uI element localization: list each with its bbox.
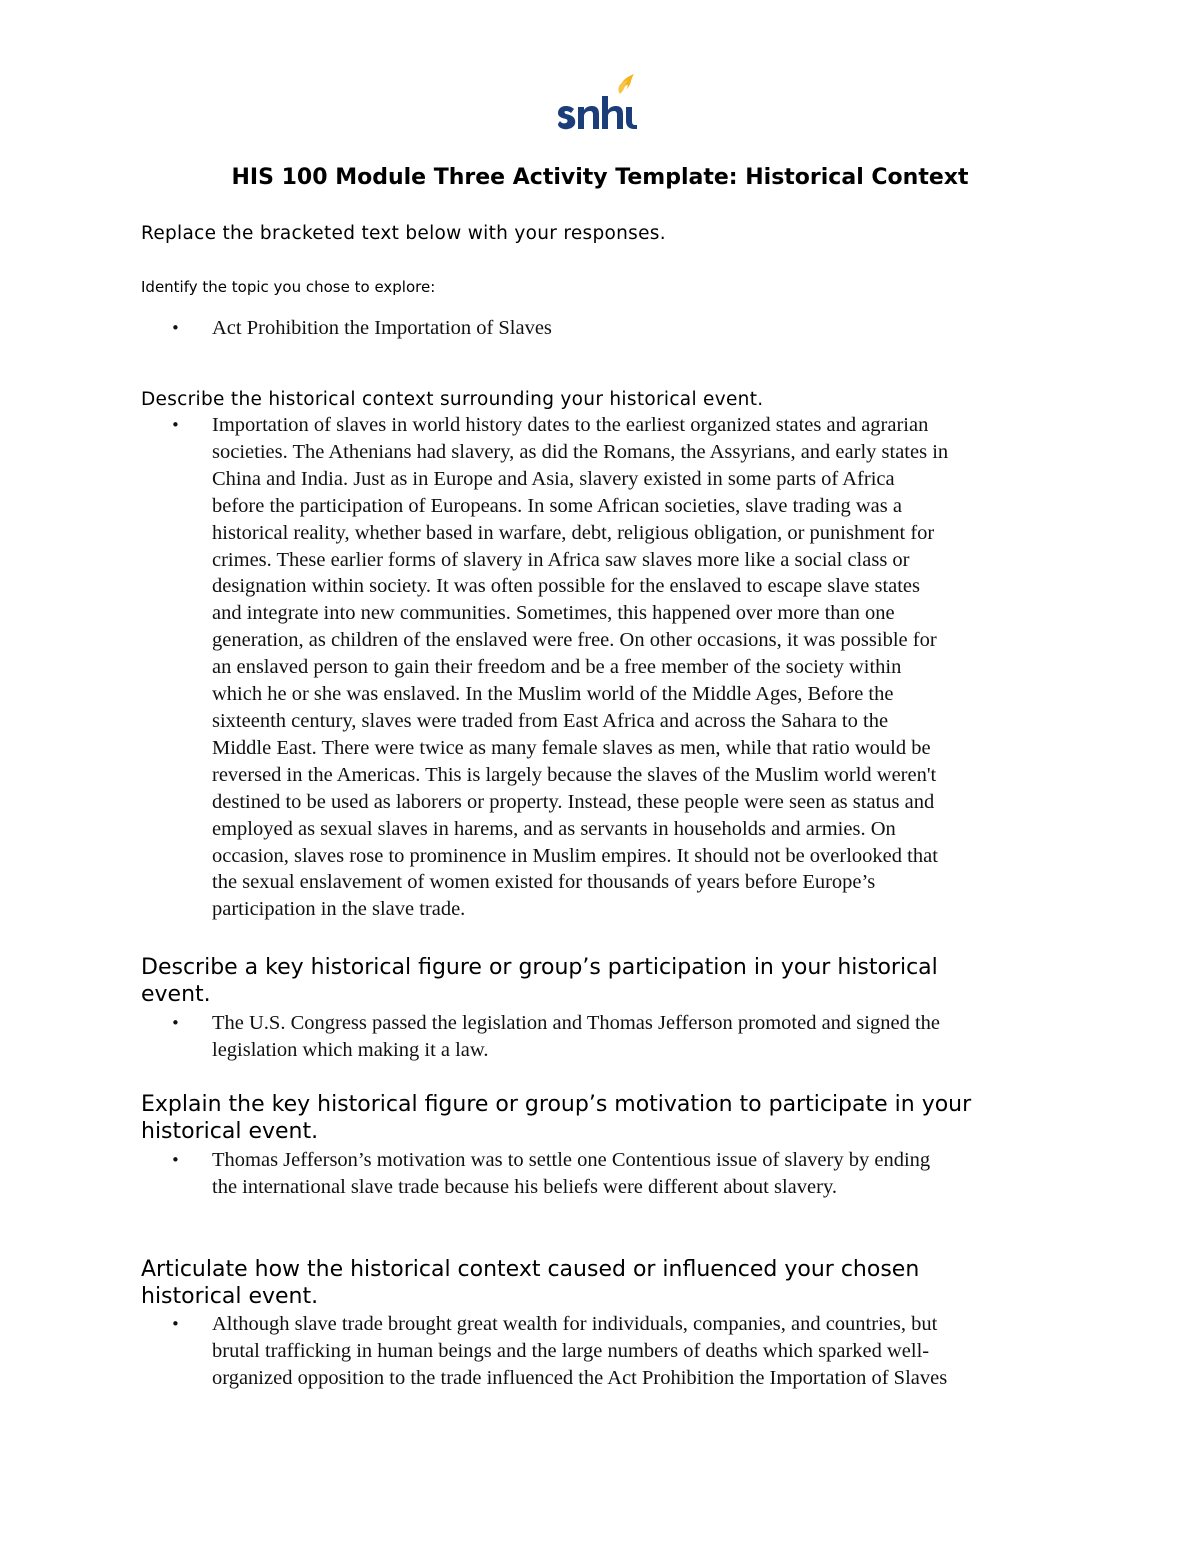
bullet-line: reversed in the Americas. This is largely because the slaves of the Muslim world weren't	[212, 763, 937, 786]
bullet-line: before the participation of Europeans. In some African societies, slave trading was a	[212, 494, 902, 517]
bullet-line: legislation which making it a law.	[212, 1038, 489, 1061]
bullet-line: The U.S. Congress passed the legislation and Thomas Jefferson promoted and signed the	[212, 1012, 941, 1034]
prompt-line: historical event.	[141, 1284, 319, 1309]
document-title: HIS 100 Module Three Activity Template: Historical Context	[231, 165, 969, 190]
bullet-line: occasion, slaves rose to prominence in Muslim empires. It should not be overlooked that	[212, 844, 938, 867]
bullet-line: societies. The Athenians had slavery, as did the Romans, the Assyrians, and early states in	[212, 440, 949, 463]
participation-bullet	[171, 1010, 1071, 1064]
motivation-bullet	[171, 1147, 1071, 1201]
bullet-line: Thomas Jefferson’s motivation was to settle one Contentious issue of slavery by ending	[212, 1149, 931, 1171]
bullet-line: Although slave trade brought great wealth for individuals, companies, and countries, but	[212, 1313, 938, 1335]
topic-prompt: Identify the topic you chose to explore:	[141, 278, 436, 296]
prompt-line: Articulate how the historical context caused or influenced your chosen	[141, 1257, 920, 1282]
motivation-prompt	[141, 1091, 1041, 1145]
snhu-logo	[556, 72, 638, 132]
prompt-line: Explain the key historical figure or group’s motivation to participate in your	[141, 1092, 972, 1117]
prompt-line: historical event.	[141, 1119, 319, 1144]
bullet-line: organized opposition to the trade influenced the Act Prohibition the Importation of Slaves	[212, 1366, 948, 1389]
prompt-line: event.	[141, 982, 211, 1007]
bullet-icon: •	[171, 1014, 180, 1032]
snhu-logo-graphic	[556, 72, 638, 132]
topic-bullet	[171, 315, 1071, 342]
influence-bullet	[171, 1311, 1071, 1392]
context-bullet	[171, 412, 1071, 923]
bullet-line: generation, as children of the enslaved were free. On other occasions, it was possible for	[212, 629, 937, 652]
instructions-text: Replace the bracketed text below with your responses.	[141, 223, 666, 244]
bullet-line: the sexual enslavement of women existed for thousands of years before Europe’s	[212, 871, 876, 894]
bullet-line: participation in the slave trade.	[212, 898, 466, 921]
context-prompt: Describe the historical context surrounding your historical event.	[141, 389, 764, 410]
bullet-icon: •	[171, 1315, 180, 1333]
bullet-line: and integrate into new communities. Sometimes, this happened over more than one	[212, 602, 895, 625]
participation-prompt	[141, 954, 1041, 1008]
bullet-line: sixteenth century, slaves were traded from East Africa and across the Sahara to the	[212, 709, 889, 732]
bullet-line: China and India. Just as in Europe and Asia, slavery existed in some parts of Africa	[212, 467, 895, 490]
bullet-line: employed as sexual slaves in harems, and as servants in households and armies. On	[212, 817, 896, 840]
bullet-line: an enslaved person to gain their freedom and be a free member of the society within	[212, 656, 902, 679]
bullet-line: Importation of slaves in world history dates to the earliest organized states and agrarian	[212, 414, 929, 436]
bullet-line: which he or she was enslaved. In the Muslim world of the Middle Ages, Before the	[212, 683, 894, 706]
bullet-icon: •	[171, 319, 180, 337]
bullet-line: the international slave trade because his beliefs were different about slavery.	[212, 1175, 837, 1198]
bullet-line: historical reality, whether based in warfare, debt, religious obligation, or punishment for	[212, 521, 935, 544]
bullet-line: Act Prohibition the Importation of Slaves	[212, 317, 552, 339]
bullet-icon: •	[171, 1151, 180, 1169]
influence-prompt	[141, 1256, 1041, 1310]
bullet-line: brutal trafficking in human beings and the large numbers of deaths which sparked well-	[212, 1339, 930, 1362]
bullet-icon: •	[171, 416, 180, 434]
bullet-line: designation within society. It was often possible for the enslaved to escape slave states	[212, 575, 921, 598]
bullet-line: crimes. These earlier forms of slavery in Africa saw slaves more like a social class or	[212, 548, 910, 571]
bullet-line: Middle East. There were twice as many female slaves as men, while that ratio would be	[212, 736, 931, 759]
bullet-line: destined to be used as laborers or property. Instead, these people were seen as status and	[212, 790, 935, 813]
prompt-line: Describe a key historical figure or group’s participation in your historical	[141, 955, 938, 980]
